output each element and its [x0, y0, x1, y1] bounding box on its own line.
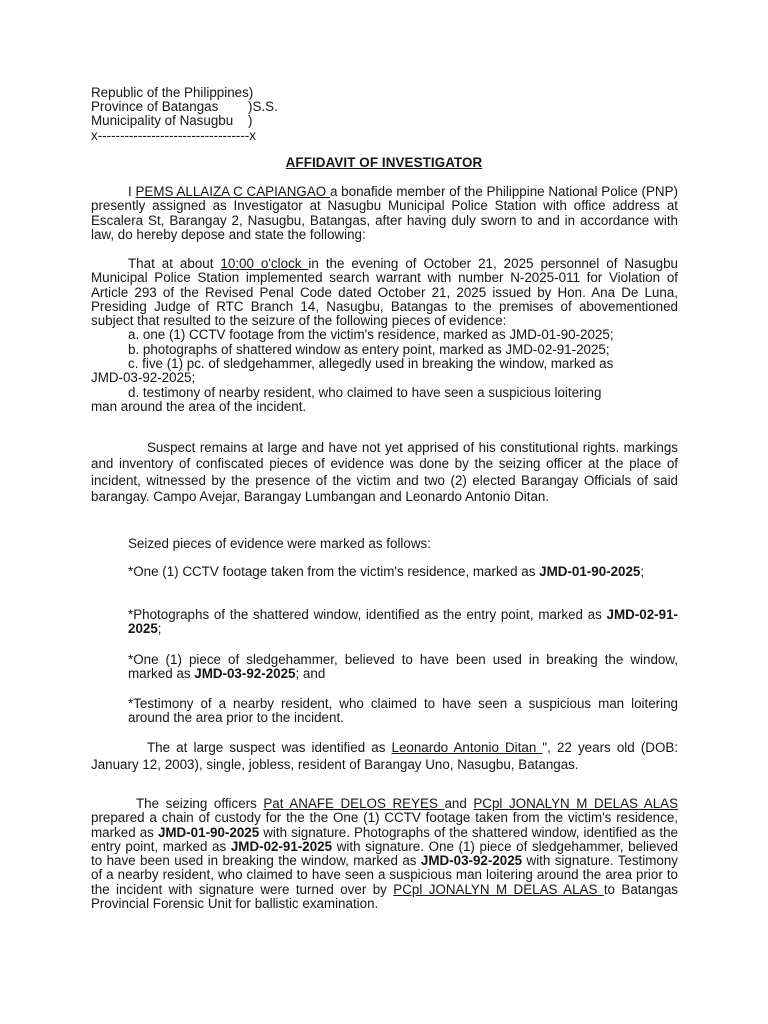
seizing-officer-1: Pat ANAFE DELOS REYES — [263, 796, 445, 811]
para4-text: Seized pieces of evidence were marked as follows: — [128, 536, 431, 551]
mark-1-text: *One (1) CCTV footage taken from the victim's residence, marked as — [128, 564, 536, 579]
evidence-item-a: a. one (1) CCTV footage from the victim's residence, marked as JMD-01-90-2025; — [128, 327, 614, 343]
affiant-name: PEMS ALLAIZA C CAPIANGAO — [135, 184, 330, 199]
para2-text: in the evening of October 21, 2025 personnel of Nasugbu Municipal Police Station implemented search warrant with number N-2025-011 for Violation of Article 293 of the Revised Penal Code dated October 21, 2025 issued by Hon. Ana De Luna, Presiding Judge of RTC Branch 14, Nasugbu, Batangas to the premises of abovementioned subject that resulted to the seizure of the following pieces of evidence: — [91, 256, 678, 329]
document-title: AFFIDAVIT OF INVESTIGATOR — [285, 155, 483, 170]
evidence-item-d: d. testimony of nearby resident, who claimed to have seen a suspicious loitering — [128, 384, 602, 400]
mark-1-tail: ; — [640, 564, 645, 579]
mark-3-code: JMD-03-92-2025 — [194, 666, 296, 682]
para6-lead: The seizing officers — [136, 796, 264, 811]
mark-item-2 — [128, 608, 678, 637]
paragraph-chain-of-custody — [91, 797, 678, 911]
para5-lead: The at large suspect was identified as — [147, 740, 392, 755]
para1-lead: I — [128, 184, 136, 199]
venue-caption — [91, 86, 278, 143]
caption-municipality: Municipality of Nasugbu ) — [91, 113, 253, 129]
mark-item-1 — [128, 565, 678, 579]
mark-item-4 — [128, 697, 678, 726]
paragraph-search-warrant — [91, 257, 678, 414]
para1-text: a bonafide member of the Philippine National Police (PNP) presently assigned as Investigator at Nasugbu Municipal Police Station with office address at Escalera St, Barangay 2, Nasugbu, Batangas, after having duly sworn to and in accordance with law, do hereby depose and state the following: — [91, 184, 678, 242]
suspect-name: Leonardo Antonio Ditan — [391, 740, 543, 755]
mark-3-text: *One (1) piece of sledgehammer, believed to have been used in breaking the window, marked as — [128, 652, 678, 682]
mark-item-3 — [128, 653, 678, 682]
para6-and: and — [444, 796, 474, 811]
para6-text-4: with signature. Testimony of a nearby resident, who claimed to have seen a suspicious man loitering around the area prior to the incident with signature were turned over by — [91, 853, 678, 897]
para6-text-2: with signature. Photographs of the shattered window, identified as the entry point, marked as — [91, 824, 679, 854]
mark-3-tail: ; and — [295, 666, 326, 682]
caption-province: Province of Batangas )S.S. — [91, 99, 278, 115]
evidence-item-d-cont: man around the area of the incident. — [91, 398, 307, 414]
mark-2-text: *Photographs of the shattered window, identified as the entry point, marked as — [128, 607, 602, 622]
para5-text: ", 22 years old (DOB: January 12, 2003), single, jobless, resident of Barangay Uno, Nasugbu, Batangas. — [91, 740, 679, 772]
paragraph-marked-intro — [128, 537, 678, 551]
caption-republic: Republic of the Philippines) — [91, 85, 254, 100]
incident-time: 10:00 o'clock — [220, 256, 309, 271]
para2-lead: That at about — [128, 256, 221, 271]
para6-text-3: with signature. One (1) piece of sledgehammer, believed to have been used in breaking the window, marked as — [91, 838, 679, 869]
seizing-officer-2: PCpl JONALYN M DELAS ALAS — [473, 796, 679, 811]
receiving-officer: PCpl JONALYN M DELAS ALAS — [393, 881, 604, 897]
para6-text-5: to Batangas Provincial Forensic Unit for ballistic examination. — [91, 881, 678, 912]
para6-code-3: JMD-03-92-2025 — [420, 853, 523, 869]
para6-text-1: prepared a chain of custody for the the One (1) CCTV footage taken from the victim's residence, marked as — [91, 810, 678, 840]
evidence-item-b: b. photographs of shattered window as entery point, marked as JMD-02-91-2025; — [128, 341, 610, 357]
evidence-item-c: c. five (1) pc. of sledgehammer, allegedly used in breaking the window, marked as — [128, 356, 614, 372]
mark-2-tail: ; — [157, 621, 162, 637]
para3-text: Suspect remains at large and have not yet apprised of his constitutional rights. markings and inventory of confiscated pieces of evidence was done by the seizing officer at the place of incident, witnessed by the presence of the victim and two (2) elected Barangay Officials of said barangay. Campo Avejar, Barangay Lumbangan and Leonardo Antonio Ditan. — [91, 440, 678, 504]
paragraph-identified-suspect — [91, 739, 678, 773]
mark-1-code: JMD-01-90-2025 — [539, 564, 641, 579]
mark-2-code: JMD-02-91-2025 — [128, 607, 678, 637]
evidence-item-c-cont: JMD-03-92-2025; — [91, 370, 196, 386]
paragraph-suspect — [91, 440, 678, 505]
para6-code-2: JMD-02-91-2025 — [230, 838, 333, 854]
mark-4-text: *Testimony of a nearby resident, who claimed to have seen a suspicious man loitering around the area prior to the incident. — [128, 696, 678, 726]
para6-code-1: JMD-01-90-2025 — [157, 824, 260, 840]
caption-separator: x----------------------------------x — [91, 127, 257, 143]
paragraph-affiant — [91, 185, 678, 242]
